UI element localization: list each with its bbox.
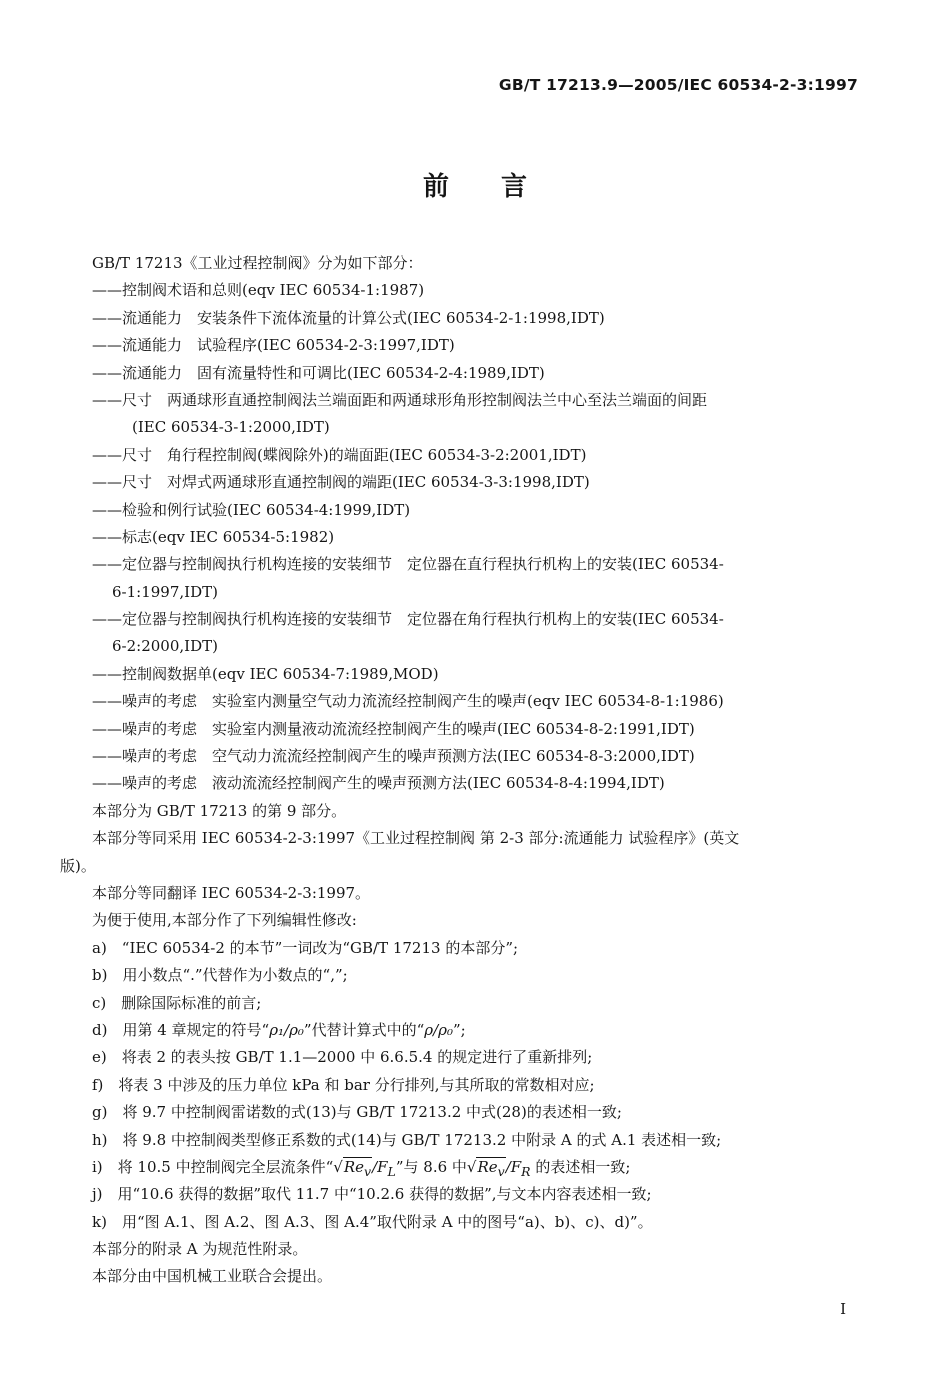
edit-item-d	[60, 1017, 860, 1044]
part-item: ——标志(eqv IEC 60534-5:1982)	[92, 527, 335, 546]
factor-denominator: $/F_R$	[505, 1157, 531, 1179]
intro-line: GB/T 17213《工业过程控制阀》分为如下部分：	[92, 254, 423, 272]
edit-i-text-3: 的表述相一致;	[530, 1157, 631, 1176]
sqrt-sign: √	[333, 1157, 343, 1176]
part-item: ——噪声的考虑 空气动力流流经控制阀产生的噪声预测方法(IEC 60534-8-3:2000,IDT)	[92, 747, 695, 766]
edit-item-g: g) 将 9.7 中控制阀雷诺数的式(13)与 GB/T 17213.2 中式(28)的表述相一致;	[92, 1103, 622, 1122]
part-item: ——定位器与控制阀执行机构连接的安装细节 定位器在直行程执行机构上的安装(IEC 60534-	[92, 555, 724, 574]
part-item: ——控制阀数据单(eqv IEC 60534-7:1989,MOD)	[92, 664, 439, 683]
density-ratio-symbol: ρ₁/ρ₀	[269, 1020, 304, 1039]
part-item: ——检验和例行试验(IEC 60534-4:1999,IDT)	[92, 500, 411, 519]
reynolds-number-radicand: $Re_v$	[477, 1157, 505, 1179]
paragraph-annex: 本部分的附录 A 为规范性附录。	[92, 1240, 308, 1259]
standard-code: GB/T 17213.9—2005/IEC 60534-2-3:1997	[498, 76, 858, 94]
paragraph-adoption-continuation: 版)。	[60, 856, 96, 875]
paragraph-edits-intro: 为便于使用,本部分作了下列编辑性修改:	[92, 911, 357, 930]
edit-item-e: e) 将表 2 的表头按 GB/T 1.1—2000 中 6.6.5.4 的规定进行了重新排列;	[92, 1048, 593, 1067]
edit-item-i	[60, 1154, 860, 1181]
part-item-continuation: 6-1:1997,IDT)	[112, 582, 218, 601]
paragraph-adoption: 本部分等同采用 IEC 60534-2-3:1997《工业过程控制阀 第 2-3 部分:流通能力 试验程序》(英文	[92, 829, 740, 848]
page-title: 前言	[422, 172, 579, 202]
paragraph-part-number: 本部分为 GB/T 17213 的第 9 部分。	[92, 801, 347, 820]
edit-item-h: h) 将 9.8 中控制阀类型修正系数的式(14)与 GB/T 17213.2 中附录 A 的式 A.1 表述相一致;	[92, 1130, 722, 1149]
part-item: ——流通能力 试验程序(IEC 60534-2-3:1997,IDT)	[92, 336, 455, 355]
foreword-body	[60, 250, 860, 1291]
edit-item-j: j) 用“10.6 获得的数据”取代 11.7 中“10.2.6 获得的数据”,与文本内容表述相一致;	[92, 1185, 652, 1204]
edit-item-c: c) 删除国际标准的前言;	[92, 993, 262, 1012]
part-item: ——流通能力 安装条件下流体流量的计算公式(IEC 60534-2-1:1998,IDT)	[92, 308, 605, 327]
edit-d-text-1: d) 用第 4 章规定的符号“	[92, 1020, 270, 1039]
part-item: ——噪声的考虑 实验室内测量空气动力流流经控制阀产生的噪声(eqv IEC 60534-8-1:1986)	[92, 692, 724, 711]
page-number: I	[840, 1300, 846, 1318]
part-item: ——控制阀术语和总则(eqv IEC 60534-1:1987)	[92, 281, 425, 300]
edit-i-text-1: i) 将 10.5 中控制阀完全层流条件“	[92, 1157, 334, 1176]
laminar-factor-denominator: $/F_L$	[372, 1157, 396, 1179]
part-item: ——噪声的考虑 液动流流经控制阀产生的噪声预测方法(IEC 60534-8-4:1994,IDT)	[92, 774, 665, 793]
edit-d-text-3: ”;	[452, 1020, 466, 1039]
part-item: ——定位器与控制阀执行机构连接的安装细节 定位器在角行程执行机构上的安装(IEC 60534-	[92, 610, 724, 629]
part-item: ——尺寸 两通球形直通控制阀法兰端面距和两通球形角形控制阀法兰中心至法兰端面的间距	[92, 390, 708, 409]
sqrt-sign: √	[466, 1157, 477, 1176]
density-ratio-symbol-old: ρ/ρ₀	[424, 1020, 453, 1039]
edit-i-text-2: ”与 8.6 中	[395, 1157, 467, 1176]
edit-item-b: b) 用小数点“.”代替作为小数点的“,”;	[92, 966, 348, 985]
part-item: ——尺寸 对焊式两通球形直通控制阀的端距(IEC 60534-3-3:1998,IDT)	[92, 473, 590, 492]
part-item: ——流通能力 固有流量特性和可调比(IEC 60534-2-4:1989,IDT)	[92, 363, 545, 382]
part-item: ——噪声的考虑 实验室内测量液动流流经控制阀产生的噪声(IEC 60534-8-2:1991,IDT)	[92, 719, 695, 738]
edit-d-text-2: ”代替计算式中的“	[303, 1020, 425, 1039]
edit-item-f: f) 将表 3 中涉及的压力单位 kPa 和 bar 分行排列,与其所取的常数相对应;	[92, 1075, 595, 1094]
edit-item-k: k) 用“图 A.1、图 A.2、图 A.3、图 A.4”取代附录 A 中的图号“a)、b)、c)、d)”。	[92, 1212, 653, 1231]
part-item: ——尺寸 角行程控制阀(蝶阀除外)的端面距(IEC 60534-3-2:2001,IDT)	[92, 445, 587, 464]
part-item-continuation: 6-2:2000,IDT)	[112, 637, 218, 656]
paragraph-proposed-by: 本部分由中国机械工业联合会提出。	[92, 1267, 333, 1286]
reynolds-number-radicand: $Re_v$	[343, 1157, 372, 1179]
edit-item-a: a) “IEC 60534-2 的本节”一词改为“GB/T 17213 的本部分”;	[92, 938, 519, 957]
paragraph-translation: 本部分等同翻译 IEC 60534-2-3:1997。	[92, 883, 371, 902]
part-item-continuation: (IEC 60534-3-1:2000,IDT)	[132, 418, 330, 437]
